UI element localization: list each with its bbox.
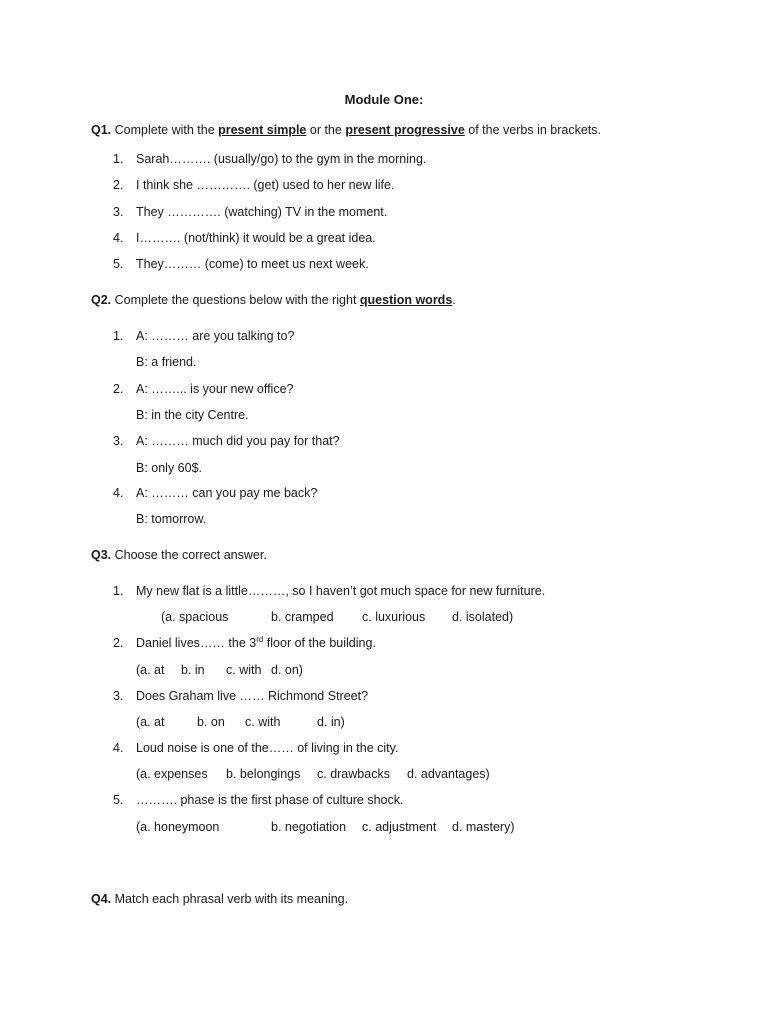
- q3-item-number: 5.: [113, 793, 124, 807]
- ordinal-suffix: rd: [256, 634, 264, 644]
- page-title: Module One:: [344, 92, 424, 107]
- q3-option: (a. spacious: [161, 610, 229, 624]
- q1-label: Q1.: [91, 123, 112, 137]
- q1-item-number: 4.: [113, 231, 124, 245]
- q3-item-text: Loud noise is one of the…… of living in the city.: [136, 741, 399, 755]
- q3-option: (a. expenses: [136, 767, 208, 781]
- q1-em-present-progressive: present progressive: [345, 123, 465, 137]
- q3-option: b. negotiation: [271, 820, 347, 834]
- q2-item-question: A: ……… much did you pay for that?: [136, 434, 340, 448]
- q1-text-b: or the: [306, 123, 346, 137]
- q1-text-c: of the verbs in brackets.: [464, 123, 601, 137]
- q3-option: c. drawbacks: [317, 767, 390, 781]
- q1-item-text: I think she …………. (get) used to her new life.: [136, 178, 395, 192]
- q3-option: (a. at: [136, 715, 165, 729]
- q2-item-answer: B: only 60$.: [136, 461, 203, 475]
- q2-heading: [91, 293, 456, 307]
- q3-item-text: Does Graham live …… Richmond Street?: [136, 689, 369, 703]
- q4-label: Q4.: [91, 892, 112, 906]
- q1-item-text: They……… (come) to meet us next week.: [136, 257, 369, 271]
- q3-option: b. cramped: [271, 610, 334, 624]
- q2-item-number: 3.: [113, 434, 124, 448]
- q1-item-number: 2.: [113, 178, 124, 192]
- q3-option: c. with: [245, 715, 281, 729]
- q2-em-question-words: question words: [359, 293, 453, 307]
- q3-option: b. on: [197, 715, 225, 729]
- q4-heading: [91, 892, 348, 906]
- q3-item-number: 3.: [113, 689, 124, 703]
- q3-option: d. on): [271, 663, 303, 677]
- q3-item-text: My new flat is a little………, so I haven’t got much space for new furniture.: [136, 584, 546, 598]
- q2-item-number: 1.: [113, 329, 124, 343]
- q1-em-present-simple: present simple: [218, 123, 307, 137]
- q2-item-number: 4.: [113, 486, 124, 500]
- q3-item-number: 1.: [113, 584, 124, 598]
- q2-item-answer: B: a friend.: [136, 355, 197, 369]
- q2-item-question: A: ……… are you talking to?: [136, 329, 295, 343]
- q2-item-number: 2.: [113, 382, 124, 396]
- q3-option: (a. at: [136, 663, 165, 677]
- q2-text-a: Complete the questions below with the right: [111, 293, 360, 307]
- q2-item-answer: B: tomorrow.: [136, 512, 207, 526]
- q1-item-number: 5.: [113, 257, 124, 271]
- q1-item-text: I………. (not/think) it would be a great idea.: [136, 231, 376, 245]
- q3-option: c. with: [226, 663, 262, 677]
- q3-label: Q3.: [91, 548, 112, 562]
- q3-text-a: Choose the correct answer.: [111, 548, 267, 562]
- q4-text-a: Match each phrasal verb with its meaning.: [111, 892, 349, 906]
- q3-option: b. in: [181, 663, 205, 677]
- q3-option: (a. honeymoon: [136, 820, 220, 834]
- q2-item-question: A: ……... is your new office?: [136, 382, 294, 396]
- q3-item-number: 2.: [113, 636, 124, 650]
- q3-item-text: [136, 636, 376, 650]
- q1-item-text: They …………. (watching) TV in the moment.: [136, 205, 388, 219]
- q3-option: d. advantages): [407, 767, 490, 781]
- q3-option: d. isolated): [452, 610, 514, 624]
- q3-item-text-b: floor of the building.: [263, 636, 376, 650]
- q2-text-b: .: [452, 293, 456, 307]
- q3-heading: [91, 548, 267, 562]
- q1-item-text: Sarah………. (usually/go) to the gym in the morning.: [136, 152, 427, 166]
- q2-item-question: A: ……… can you pay me back?: [136, 486, 318, 500]
- q1-text-a: Complete with the: [111, 123, 219, 137]
- q2-label: Q2.: [91, 293, 112, 307]
- q3-option: d. in): [317, 715, 345, 729]
- q3-option: c. adjustment: [362, 820, 437, 834]
- q3-item-number: 4.: [113, 741, 124, 755]
- q1-item-number: 3.: [113, 205, 124, 219]
- q3-item-text: ………. phase is the first phase of culture shock.: [136, 793, 404, 807]
- q1-item-number: 1.: [113, 152, 124, 166]
- q3-option: c. luxurious: [362, 610, 426, 624]
- q2-item-answer: B: in the city Centre.: [136, 408, 249, 422]
- q3-item-text-a: Daniel lives…… the 3: [136, 636, 257, 650]
- q1-heading: [91, 123, 601, 137]
- q3-option: b. belongings: [226, 767, 301, 781]
- q3-option: d. mastery): [452, 820, 515, 834]
